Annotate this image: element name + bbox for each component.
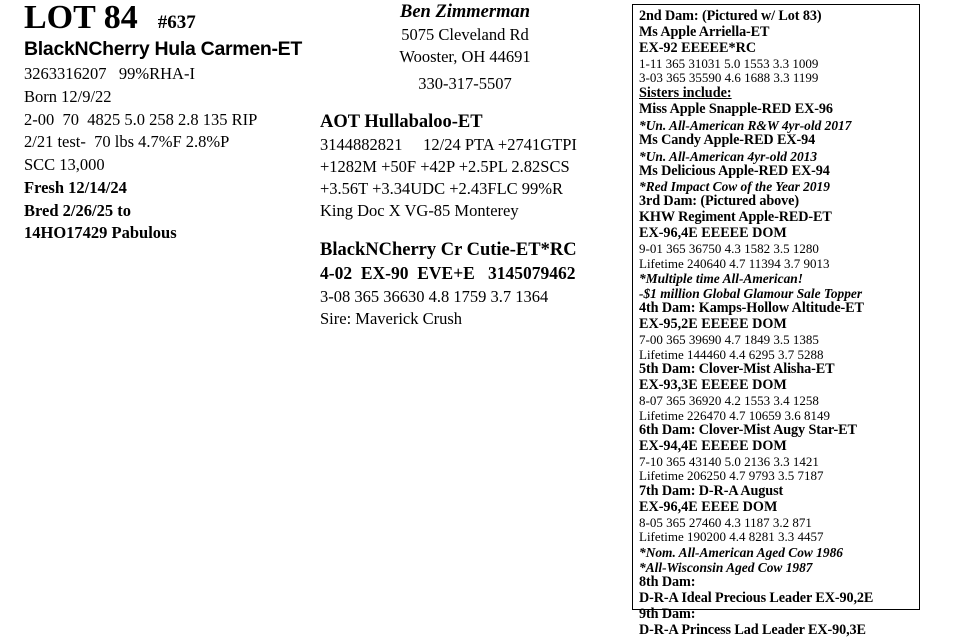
pedigree-line: 9th Dam: xyxy=(639,605,696,622)
pedigree-line: *All-Wisconsin Aged Cow 1987 xyxy=(639,559,813,575)
lactation-record-1: 2-00 70 4825 5.0 258 2.8 135 RIP xyxy=(24,109,258,129)
pedigree-line: EX-95,2E EEEEE DOM xyxy=(639,316,787,333)
pedigree-line: Lifetime 190200 4.4 8281 3.3 4457 xyxy=(639,529,824,545)
pedigree-line: 9-01 365 36750 4.3 1582 3.5 1280 xyxy=(639,241,819,257)
registration-number: 3263316207 99%RHA-I xyxy=(24,64,195,84)
pedigree-line: 4th Dam: Kamps-Hollow Altitude-ET xyxy=(639,300,864,317)
sire-name: AOT Hullabaloo-ET xyxy=(320,111,483,132)
pedigree-line: 6th Dam: Clover-Mist Augy Star-ET xyxy=(639,422,857,439)
pedigree-line: Lifetime 206250 4.7 9793 3.5 7187 xyxy=(639,468,824,484)
pedigree-line: EX-96,4E EEEEE DOM xyxy=(639,225,787,242)
sire-proof-line-2: +1282M +50F +42P +2.5PL 2.82SCS xyxy=(320,156,570,176)
pedigree-line: Sisters include: xyxy=(639,84,732,101)
pedigree-line: D-R-A Ideal Precious Leader EX-90,2E xyxy=(639,589,874,606)
pedigree-line: 5th Dam: Clover-Mist Alisha-ET xyxy=(639,361,835,378)
pedigree-line: Lifetime 240640 4.7 11394 3.7 9013 xyxy=(639,255,830,271)
dam-lactation-record: 3-08 365 36630 4.8 1759 3.7 1364 xyxy=(320,286,549,306)
lot-number: LOT 84 xyxy=(24,0,138,36)
breeder-block xyxy=(320,0,610,94)
dam-classification: 4-02 EX-90 EVE+E 3145079462 xyxy=(320,263,576,284)
breeder-and-parents-column xyxy=(320,0,620,330)
pedigree-line: 1-11 365 31031 5.0 1553 3.3 1009 xyxy=(639,55,819,71)
sire-block xyxy=(320,110,620,222)
bred-sire: 14HO17429 Pabulous xyxy=(24,223,177,243)
somatic-cell-count: SCC 13,000 xyxy=(24,155,105,175)
animal-name: BlackNCherry Hula Carmen-ET xyxy=(24,37,302,60)
lot-info-column xyxy=(24,0,324,245)
pedigree-line: 7th Dam: D-R-A August xyxy=(639,482,784,499)
pedigree-line: D-R-A Princess Lad Leader EX-90,3E xyxy=(639,621,866,638)
dam-block xyxy=(320,238,620,330)
pedigree-line: Miss Apple Snapple-RED EX-96 xyxy=(639,100,833,117)
pedigree-line: Ms Candy Apple-RED EX-94 xyxy=(639,131,816,148)
dam-name: BlackNCherry Cr Cutie-ET*RC xyxy=(320,240,577,261)
pedigree-line: -$1 million Global Glamour Sale Topper xyxy=(639,286,863,302)
pedigree-line: 8-05 365 27460 4.3 1187 3.2 871 xyxy=(639,514,812,530)
fresh-date: Fresh 12/14/24 xyxy=(24,177,127,197)
breeder-address-line-2: Wooster, OH 44691 xyxy=(399,46,531,66)
pedigree-line: 7-10 365 43140 5.0 2136 3.3 1421 xyxy=(639,453,819,469)
lot-heading xyxy=(24,0,324,36)
pedigree-line: EX-96,4E EEEE DOM xyxy=(639,498,778,515)
sire-proof-line-1: 3144882821 12/24 PTA +2741GTPI xyxy=(320,134,577,154)
pedigree-line: 3-03 365 35590 4.6 1688 3.3 1199 xyxy=(639,70,819,86)
breeder-name: Ben Zimmerman xyxy=(399,2,531,22)
pedigree-list xyxy=(639,9,914,639)
pedigree-line: Lifetime 144460 4.4 6295 3.7 5288 xyxy=(639,346,824,362)
pedigree-line: 7-00 365 39690 4.7 1849 3.5 1385 xyxy=(639,332,819,348)
pedigree-line: *Nom. All-American Aged Cow 1986 xyxy=(639,544,843,560)
pedigree-line: 2nd Dam: (Pictured w/ Lot 83) xyxy=(639,8,822,24)
pedigree-line: *Un. All-American 4yr-old 2013 xyxy=(639,148,818,164)
pedigree-line: Lifetime 226470 4.7 10659 3.6 8149 xyxy=(639,407,831,423)
birth-date: Born 12/9/22 xyxy=(24,86,112,106)
animal-details xyxy=(24,63,324,245)
pedigree-line: *Multiple time All-American! xyxy=(639,271,803,287)
sire-proof-line-3: +3.56T +3.34UDC +2.43FLC 99%R xyxy=(320,178,564,198)
pedigree-line: 8th Dam: xyxy=(639,573,696,590)
dam-sire: Sire: Maverick Crush xyxy=(320,309,463,329)
pedigree-line: 8-07 365 36920 4.2 1553 3.4 1258 xyxy=(639,392,819,408)
pedigree-line: Ms Delicious Apple-RED EX-94 xyxy=(639,162,830,179)
sire-parentage: King Doc X VG-85 Monterey xyxy=(320,200,519,220)
pedigree-line: 3rd Dam: (Pictured above) xyxy=(639,193,799,210)
breeder-address-line-1: 5075 Cleveland Rd xyxy=(401,25,529,45)
bred-date: Bred 2/26/25 to xyxy=(24,200,131,220)
pedigree-line: *Un. All-American R&W 4yr-old 2017 xyxy=(639,117,852,133)
pedigree-box xyxy=(632,4,920,638)
pedigree-line: EX-93,3E EEEEE DOM xyxy=(639,377,787,394)
test-record: 2/21 test- 70 lbs 4.7%F 2.8%P xyxy=(24,132,230,152)
pedigree-line: *Red Impact Cow of the Year 2019 xyxy=(639,179,830,195)
pedigree-line: Ms Apple Arriella-ET xyxy=(639,23,770,40)
pedigree-line: EX-94,4E EEEEE DOM xyxy=(639,437,787,454)
pedigree-line: KHW Regiment Apple-RED-ET xyxy=(639,209,832,226)
lot-reference-number: #637 xyxy=(157,12,196,33)
pedigree-line: EX-92 EEEEE*RC xyxy=(639,39,757,56)
breeder-phone: 330-317-5507 xyxy=(418,73,512,93)
